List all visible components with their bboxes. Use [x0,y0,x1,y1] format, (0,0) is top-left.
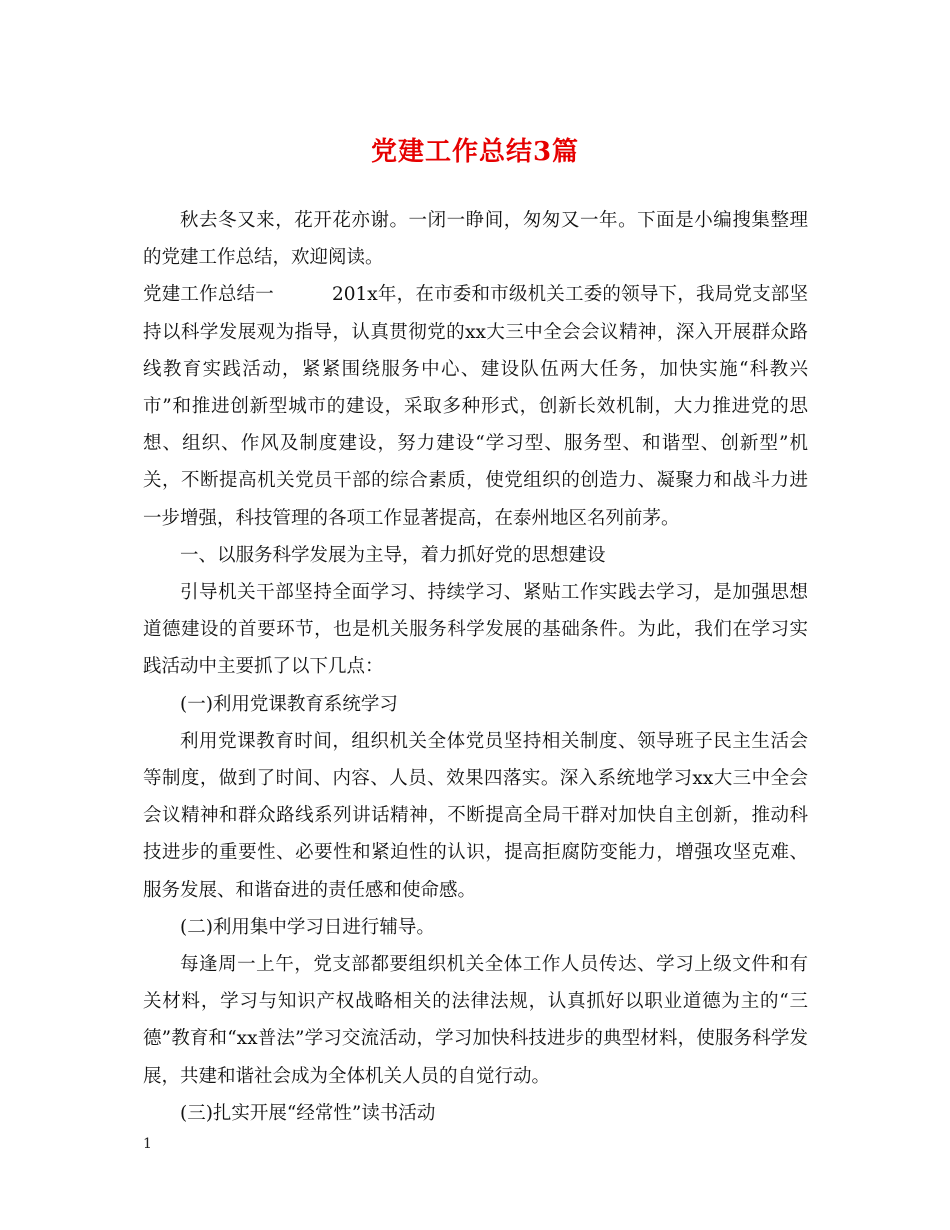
summary-one-paragraph [143,276,808,536]
subheading-two: (二)利用集中学习日进行辅导。 [180,916,435,938]
paragraph-party-lessons: 利用党课教育时间，组织机关全体党员坚持相关制度、领导班子民主生活会等制度，做到了时间、内容、人员、效果四落实。深入系统地学习xx大三中全会会议精神和群众路线系列讲话精神，不断提高全局干群对加快自主创新，推动科技进步的重要性、必要性和紧迫性的认识，提高拒腐防变能力，增强攻坚克难、服务发展、和谐奋进的责任感和使命感。 [143,730,808,901]
subheading-one: (一)利用党课教育系统学习 [180,693,398,715]
subheading-three: (三)扎实开展“经常性”读书活动 [180,1102,436,1124]
page-number: 1 [143,1136,152,1152]
intro-paragraph: 秋去冬又来，花开花亦谢。一闭一睁间，匆匆又一年。下面是小编搜集整理的党建工作总结，欢迎阅读。 [143,210,808,269]
heading-one: 一、以服务科学发展为主导，着力抓好党的思想建设 [180,544,606,566]
paragraph-monday-study: 每逢周一上午，党支部都要组织机关全体工作人员传达、学习上级文件和有关材料，学习与知识产权战略相关的法律法规，认真抓好以职业道德为主的“三德”教育和“xx普法”学习交流活动，学习加快科技进步的典型材料，使服务科学发展，共建和谐社会成为全体机关人员的自觉行动。 [143,954,808,1087]
document-body [143,202,808,1132]
document-title: 党建工作总结3篇 [370,137,580,167]
paragraph-study: 引导机关干部坚持全面学习、持续学习、紧贴工作实践去学习，是加强思想道德建设的首要环节，也是机关服务科学发展的基础条件。为此，我们在学习实践活动中主要抓了以下几点： [143,582,808,678]
summary-one-text: 201x年，在市委和市级机关工委的领导下，我局党支部坚持以科学发展观为指导，认真贯彻党的xx大三中全会会议精神，深入开展群众路线教育实践活动，紧紧围绕服务中心、建设队伍两大任务，加快实施“科教兴市”和推进创新型城市的建设，采取多种形式，创新长效机制，大力推进党的思想、组织、作风及制度建设，努力建设“学习型、服务型、和谐型、创新型”机关，不断提高机关党员干部的综合素质，使党组织的创造力、凝聚力和战斗力进一步增强，科技管理的各项工作显著提高，在泰州地区名列前茅。 [143,284,808,529]
section-label: 党建工作总结一 [143,284,274,306]
